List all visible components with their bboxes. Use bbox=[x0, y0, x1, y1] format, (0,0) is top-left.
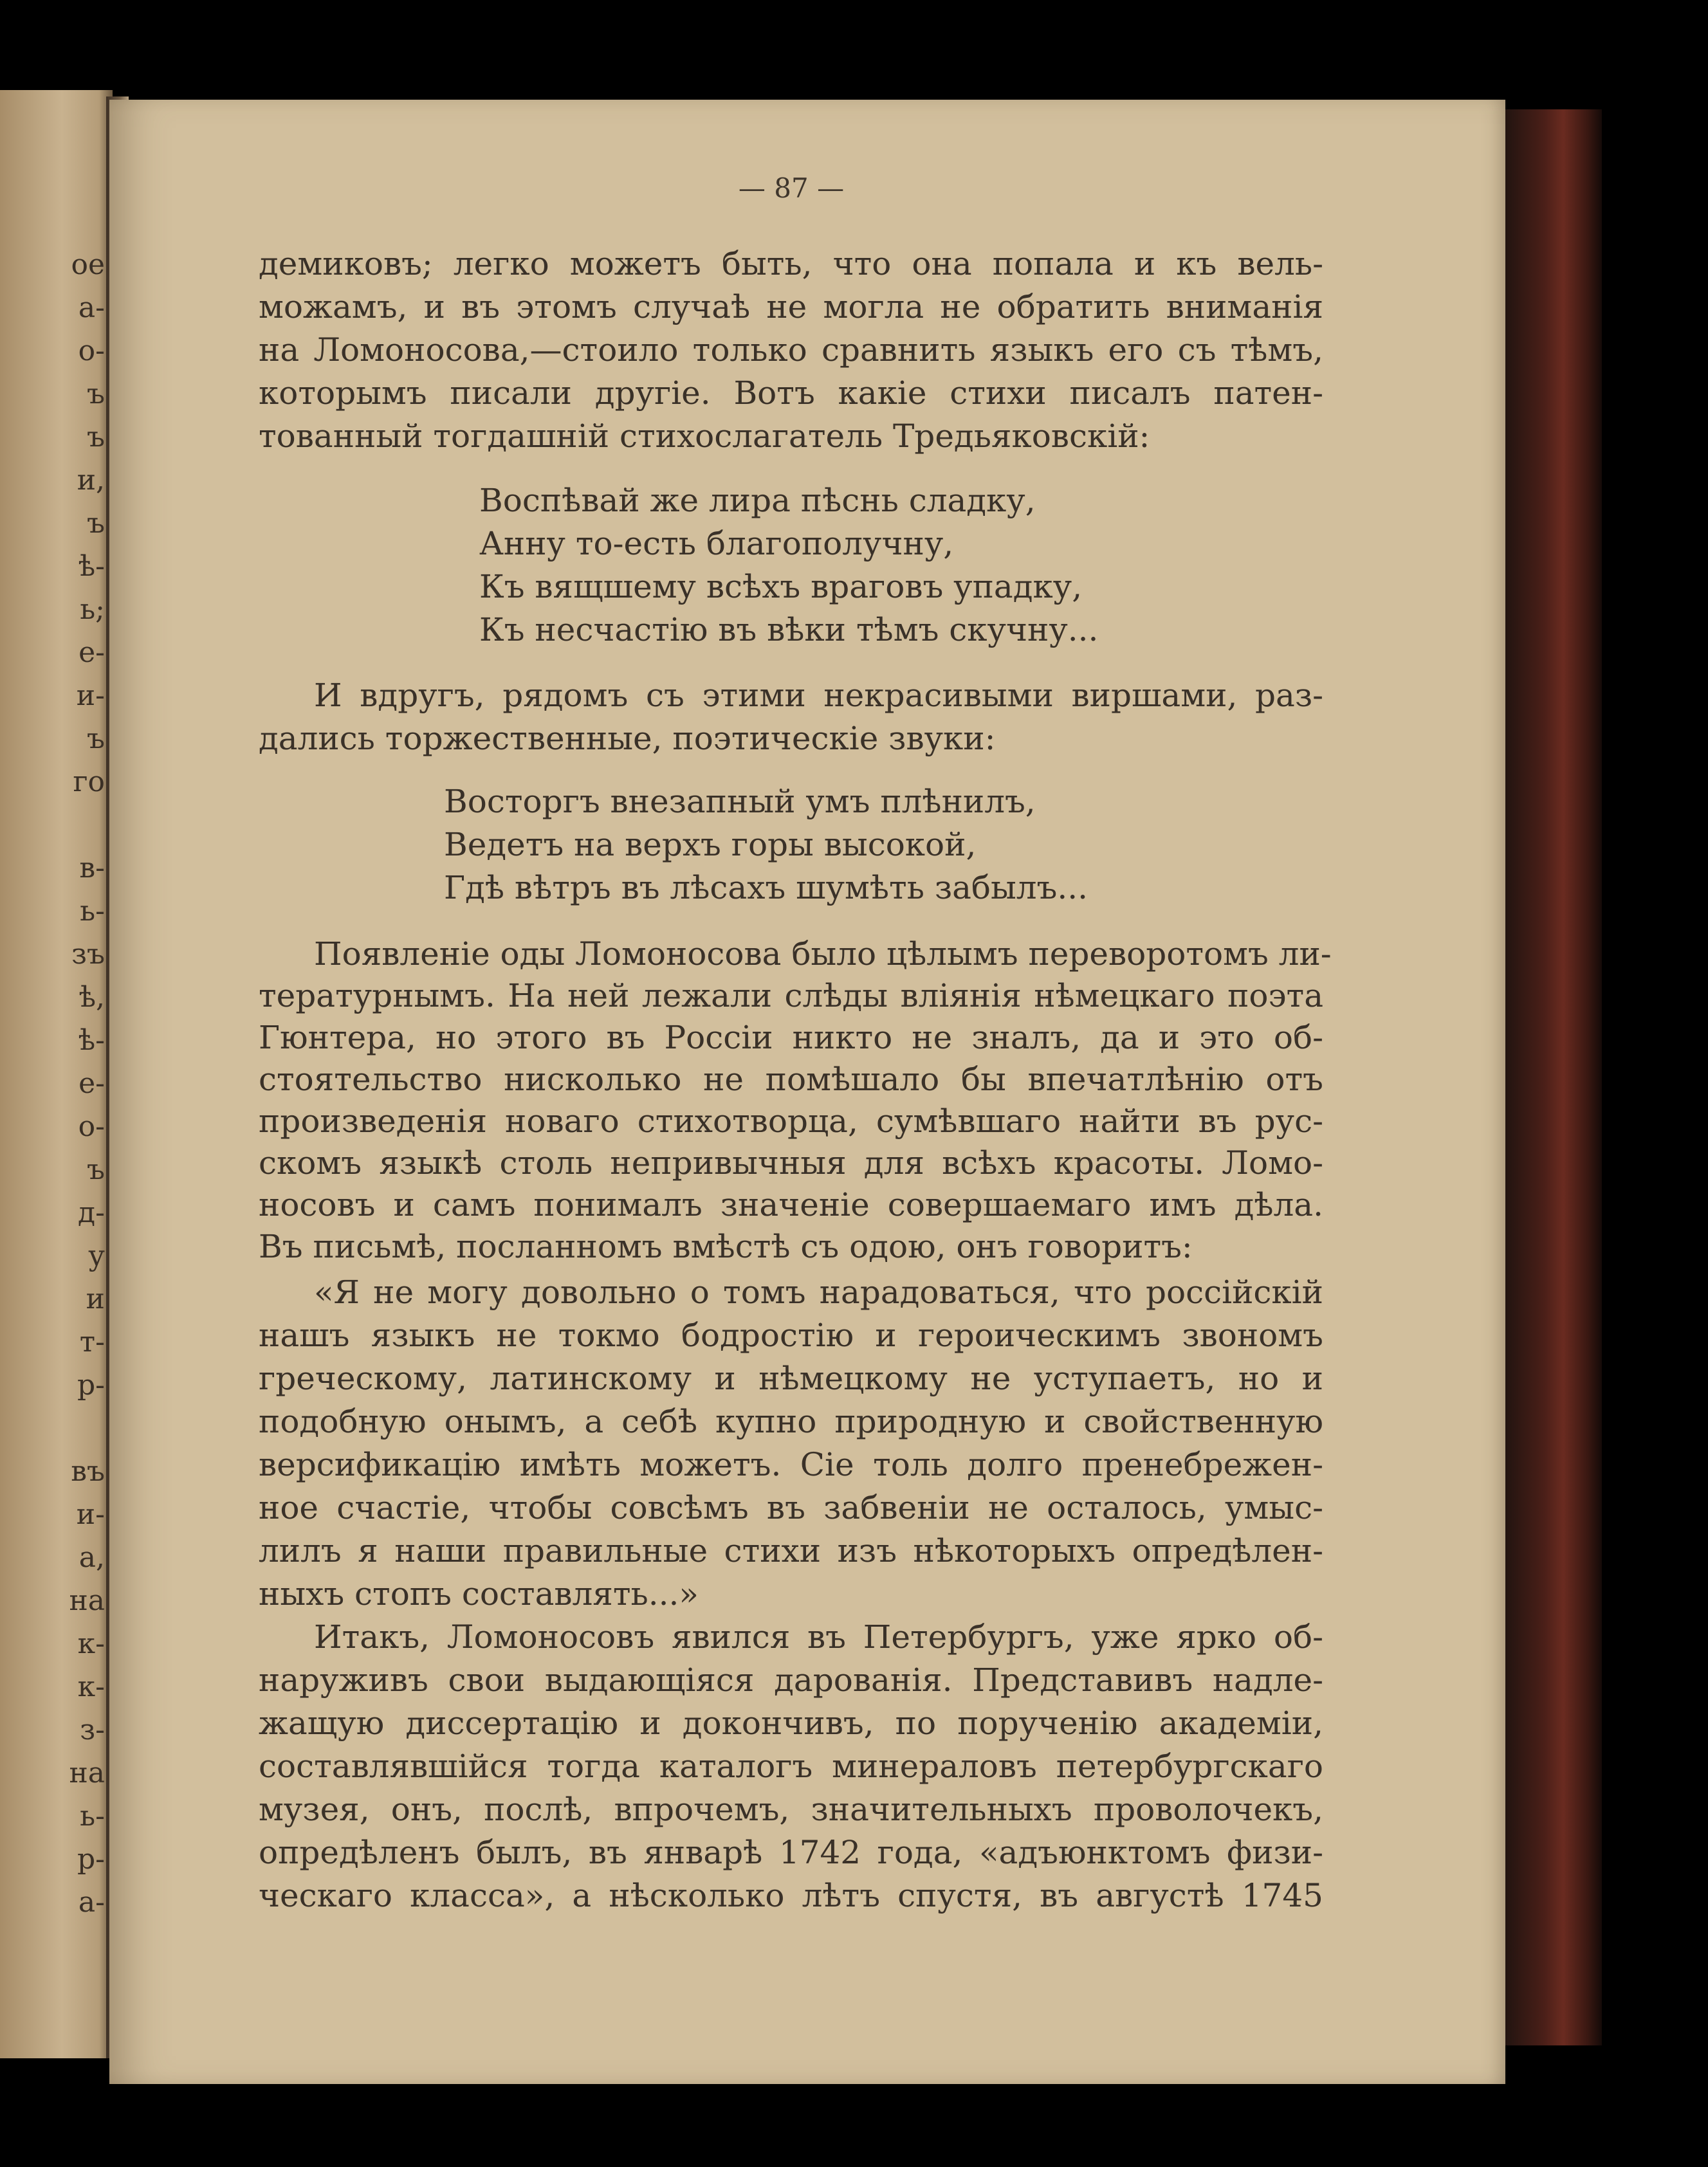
left-page-fragment: а, bbox=[78, 1541, 105, 1574]
left-page-fragment: ъ bbox=[87, 421, 105, 453]
left-page-fragment: о- bbox=[78, 334, 105, 367]
quote-line: ныхъ стопъ составлять...» bbox=[259, 1575, 699, 1613]
left-page-fragment: зъ bbox=[71, 938, 105, 971]
text-line: носовъ и самъ понималъ значеніе совершаемаго имъ дѣла. bbox=[259, 1186, 1323, 1223]
verse-line: Къ вящшему всѣхъ враговъ упадку, bbox=[479, 568, 1083, 605]
verse-line: Гдѣ вѣтръ въ лѣсахъ шумѣть забылъ... bbox=[444, 869, 1088, 906]
verse-line: Воспѣвай же лира пѣснь сладку, bbox=[479, 482, 1036, 519]
left-page-fragment: ь- bbox=[80, 895, 105, 928]
left-page-fragment: ъ bbox=[87, 507, 105, 540]
left-page-fragment: о- bbox=[78, 1110, 105, 1143]
text-line: демиковъ; легко можетъ быть, что она попала и къ вель- bbox=[259, 245, 1323, 282]
page-number: — 87 — bbox=[738, 172, 845, 204]
left-page-fragment: ь- bbox=[80, 1800, 105, 1833]
text-line: дались торжественные, поэтическіе звуки: bbox=[259, 720, 996, 757]
left-page-edge bbox=[0, 90, 113, 2058]
left-page-fragment: ѣ- bbox=[78, 550, 105, 583]
text-line: Итакъ, Ломоносовъ явился въ Петербургъ, уже ярко об- bbox=[314, 1618, 1323, 1656]
left-page-fragment: к- bbox=[77, 1670, 105, 1703]
left-page-fragment: и- bbox=[76, 1498, 105, 1531]
left-page-fragment: к- bbox=[77, 1627, 105, 1660]
text-line: которымъ писали другіе. Вотъ какіе стихи писалъ патен- bbox=[259, 374, 1323, 412]
left-page-fragment: е- bbox=[78, 1067, 105, 1100]
text-line: наруживъ свои выдающіяся дарованія. Представивъ надле- bbox=[259, 1661, 1323, 1699]
text-line: музея, онъ, послѣ, впрочемъ, значительныхъ проволочекъ, bbox=[259, 1791, 1323, 1828]
left-page-fragment: р- bbox=[77, 1369, 105, 1402]
left-page-fragment: ѣ, bbox=[78, 981, 105, 1014]
left-page-fragment: и- bbox=[76, 679, 105, 712]
text-line: составлявшійся тогда каталогъ минераловъ петербургскаго bbox=[259, 1748, 1323, 1785]
left-page-fragment: а- bbox=[78, 291, 105, 324]
text-line: стоятельство нисколько не помѣшало бы впечатлѣнію отъ bbox=[259, 1061, 1323, 1098]
quote-line: нашъ языкъ не токмо бодростію и героическимъ звономъ bbox=[259, 1317, 1323, 1354]
quote-line: ное счастіе, чтобы совсѣмъ въ забвеніи не осталось, умыс- bbox=[259, 1489, 1323, 1526]
quote-line: подобную онымъ, а себѣ купно природную и свойственную bbox=[259, 1403, 1323, 1440]
left-page-fragment: ъ bbox=[87, 722, 105, 755]
left-page-fragment: го bbox=[73, 765, 105, 798]
left-page-fragment: в- bbox=[79, 852, 105, 884]
text-line: жащую диссертацію и докончивъ, по порученію академіи, bbox=[259, 1705, 1323, 1742]
left-page-fragment: ѣ- bbox=[78, 1024, 105, 1057]
quote-line: «Я не могу довольно о томъ нарадоваться, что россійскій bbox=[314, 1274, 1323, 1311]
text-line: тованный тогдашній стихослагатель Тредьяковскій: bbox=[259, 417, 1150, 455]
text-line: тературнымъ. На ней лежали слѣды вліянія нѣмецкаго поэта bbox=[259, 977, 1323, 1014]
left-page-fragment: ъ bbox=[87, 378, 105, 410]
left-page-fragment: на bbox=[69, 1757, 105, 1789]
verse-line: Ведетъ на верхъ горы высокой, bbox=[444, 826, 977, 863]
verse-line: Къ несчастію въ вѣки тѣмъ скучну... bbox=[479, 611, 1099, 648]
text-line: Появленіе оды Ломоносова было цѣлымъ переворотомъ ли- bbox=[314, 935, 1332, 973]
quote-line: греческому, латинскому и нѣмецкому не уступаетъ, но и bbox=[259, 1360, 1323, 1397]
left-page-fragment: т- bbox=[79, 1326, 105, 1358]
text-line: Гюнтера, но этого въ Россіи никто не зналъ, да и это об- bbox=[259, 1019, 1323, 1056]
left-page-fragment: з- bbox=[80, 1714, 105, 1746]
left-page-fragment: р- bbox=[77, 1843, 105, 1876]
left-page-fragment: а- bbox=[78, 1886, 105, 1919]
left-page-fragment: на bbox=[69, 1584, 105, 1617]
text-line: И вдругъ, рядомъ съ этими некрасивыми виршами, раз- bbox=[314, 677, 1323, 714]
left-page-fragment: д- bbox=[78, 1196, 105, 1229]
left-page-fragment: и bbox=[86, 1283, 105, 1315]
left-page-fragment: е- bbox=[78, 636, 105, 669]
text-line: ческаго класса», а нѣсколько лѣтъ спустя, въ августѣ 1745 bbox=[259, 1877, 1323, 1914]
text-line: скомъ языкѣ столь непривычныя для всѣхъ красоты. Ломо- bbox=[259, 1144, 1323, 1182]
text-line: опредѣленъ былъ, въ январѣ 1742 года, «адъюнктомъ физи- bbox=[259, 1834, 1323, 1871]
left-page-fragment: ъ bbox=[87, 1153, 105, 1186]
text-line: на Ломоносова,—стоило только сравнить языкъ его съ тѣмъ, bbox=[259, 331, 1323, 369]
quote-line: лилъ я наши правильные стихи изъ нѣкоторыхъ опредѣлен- bbox=[259, 1532, 1323, 1569]
verse-line: Анну то-есть благополучну, bbox=[479, 525, 954, 562]
text-line: Въ письмѣ, посланномъ вмѣстѣ съ одою, онъ говоритъ: bbox=[259, 1228, 1193, 1265]
left-page-fragment: и, bbox=[77, 464, 105, 497]
left-page-fragment: ое bbox=[71, 248, 105, 281]
left-page-fragment: ь; bbox=[80, 593, 105, 626]
text-line: можамъ, и въ этомъ случаѣ не могла не обратить вниманія bbox=[259, 288, 1323, 325]
quote-line: версификацію имѣть можетъ. Сіе толь долго пренебрежен- bbox=[259, 1446, 1323, 1483]
text-line: произведенія новаго стихотворца, сумѣвшаго найти въ рус- bbox=[259, 1102, 1323, 1140]
verse-line: Восторгъ внезапный умъ плѣнилъ, bbox=[444, 783, 1036, 820]
left-page-fragment: въ bbox=[71, 1455, 105, 1488]
book-cover-edge bbox=[1505, 109, 1602, 2045]
left-page-fragment: у bbox=[88, 1239, 105, 1272]
